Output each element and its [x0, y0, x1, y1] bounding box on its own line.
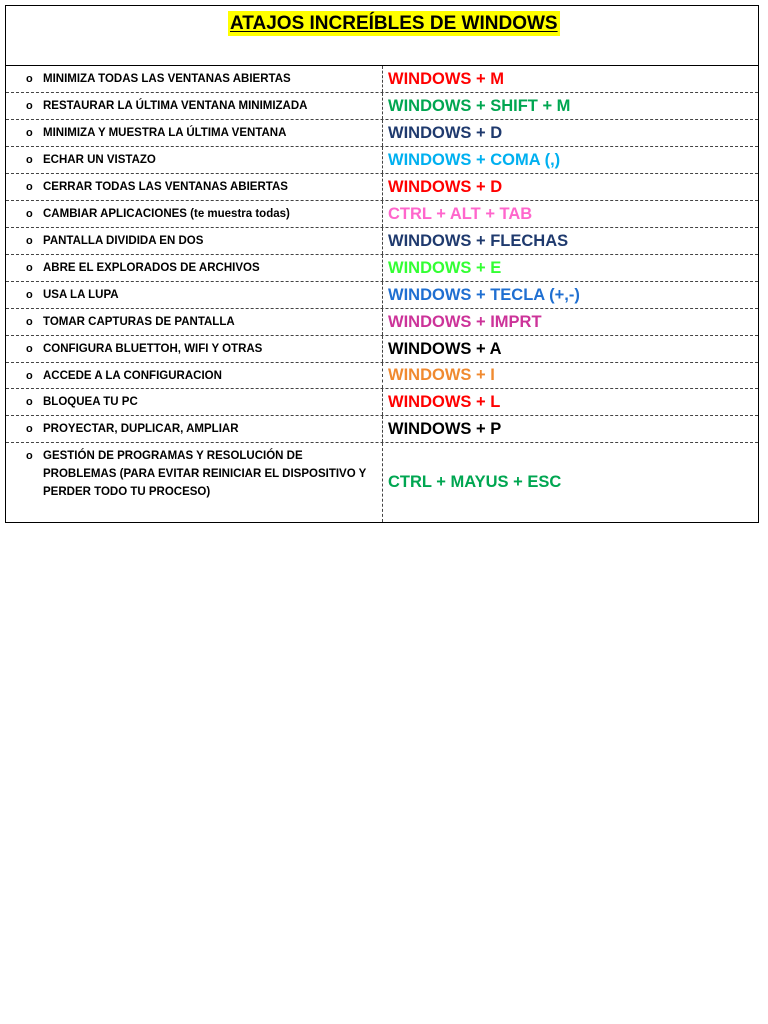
table-row — [6, 255, 758, 282]
shortcut-keys: WINDOWS + D — [388, 177, 503, 196]
page-title: ATAJOS INCREÍBLES DE WINDOWS — [230, 13, 558, 34]
shortcut-description-text: PANTALLA DIVIDIDA EN DOS — [43, 235, 204, 247]
shortcut-description — [6, 66, 383, 92]
shortcut-description-text: RESTAURAR LA ÚLTIMA VENTANA MINIMIZADA — [43, 100, 308, 112]
shortcut-description-text: ABRE EL EXPLORADOS DE ARCHIVOS — [43, 262, 260, 274]
table-row — [6, 174, 758, 201]
table-row — [6, 282, 758, 309]
shortcut-description-text: MINIMIZA Y MUESTRA LA ÚLTIMA VENTANA — [43, 127, 287, 139]
shortcut-description — [6, 201, 383, 227]
bullet-icon: o — [26, 154, 33, 166]
shortcut-description — [6, 363, 383, 388]
shortcut-keys: WINDOWS + E — [388, 258, 502, 277]
shortcut-description — [6, 416, 383, 442]
bullet-icon: o — [26, 235, 33, 247]
table-row — [6, 147, 758, 174]
shortcut-keys: WINDOWS + FLECHAS — [388, 231, 569, 250]
bullet-icon: o — [26, 127, 33, 139]
shortcut-description-text: MINIMIZA TODAS LAS VENTANAS ABIERTAS — [43, 73, 291, 85]
shortcut-description — [6, 93, 383, 119]
table-row — [6, 443, 758, 522]
shortcut-description — [6, 120, 383, 146]
shortcut-description-text: GESTIÓN DE PROGRAMAS Y RESOLUCIÓN DE PROBLEMAS (PARA EVITAR REINICIAR EL DISPOSITIVO Y PERDER TODO TU PROCESO) — [43, 450, 367, 498]
shortcut-description — [6, 443, 383, 522]
shortcut-description-text: ECHAR UN VISTAZO — [43, 154, 156, 166]
shortcut-description-text: ACCEDE A LA CONFIGURACION — [43, 370, 222, 382]
bullet-icon: o — [26, 289, 33, 301]
bullet-icon: o — [26, 316, 33, 328]
table-row — [6, 228, 758, 255]
shortcut-description — [6, 228, 383, 254]
shortcut-description — [6, 309, 383, 335]
shortcut-keys: WINDOWS + COMA (,) — [388, 150, 561, 169]
bullet-icon: o — [26, 208, 33, 220]
table-row — [6, 309, 758, 336]
shortcut-description-text: CONFIGURA BLUETTOH, WIFI Y OTRAS — [43, 343, 263, 355]
shortcut-description-text: CERRAR TODAS LAS VENTANAS ABIERTAS — [43, 181, 288, 193]
shortcut-description-text: CAMBIAR APLICACIONES (te muestra todas) — [43, 208, 290, 220]
shortcut-keys: WINDOWS + SHIFT + M — [388, 96, 571, 115]
shortcut-keys: WINDOWS + I — [388, 366, 495, 384]
shortcut-description — [6, 255, 383, 281]
bullet-icon: o — [26, 370, 33, 382]
table-row — [6, 66, 758, 93]
shortcut-description — [6, 282, 383, 308]
bullet-icon: o — [26, 181, 33, 193]
shortcut-description — [6, 174, 383, 200]
shortcut-keys: WINDOWS + L — [388, 392, 501, 411]
shortcut-description-text: PROYECTAR, DUPLICAR, AMPLIAR — [43, 423, 239, 435]
table-row — [6, 416, 758, 443]
shortcut-keys: WINDOWS + D — [388, 123, 503, 142]
table-row — [6, 389, 758, 416]
table-row — [6, 363, 758, 389]
shortcut-keys: WINDOWS + A — [388, 339, 502, 358]
shortcut-keys: WINDOWS + M — [388, 69, 504, 88]
table-row — [6, 120, 758, 147]
shortcut-table — [6, 66, 758, 522]
shortcut-description-text: USA LA LUPA — [43, 289, 119, 301]
shortcut-description — [6, 389, 383, 415]
shortcut-keys: WINDOWS + P — [388, 419, 502, 438]
shortcut-description-text: BLOQUEA TU PC — [43, 396, 138, 408]
shortcut-description-text: TOMAR CAPTURAS DE PANTALLA — [43, 316, 235, 328]
shortcut-description — [6, 336, 383, 362]
shortcut-description — [6, 147, 383, 173]
shortcut-keys: CTRL + ALT + TAB — [388, 204, 533, 223]
bullet-icon: o — [26, 423, 33, 435]
bullet-icon: o — [26, 450, 33, 462]
table-row — [6, 201, 758, 228]
shortcuts-sheet — [5, 5, 759, 523]
bullet-icon: o — [26, 343, 33, 355]
bullet-icon: o — [26, 73, 33, 85]
shortcut-keys: WINDOWS + IMPRT — [388, 312, 542, 331]
table-row — [6, 93, 758, 120]
bullet-icon: o — [26, 100, 33, 112]
shortcut-keys: CTRL + MAYUS + ESC — [388, 473, 562, 491]
shortcut-keys: WINDOWS + TECLA (+,-) — [388, 285, 580, 304]
bullet-icon: o — [26, 262, 33, 274]
bullet-icon: o — [26, 396, 33, 408]
title-row — [6, 6, 758, 66]
table-row — [6, 336, 758, 363]
